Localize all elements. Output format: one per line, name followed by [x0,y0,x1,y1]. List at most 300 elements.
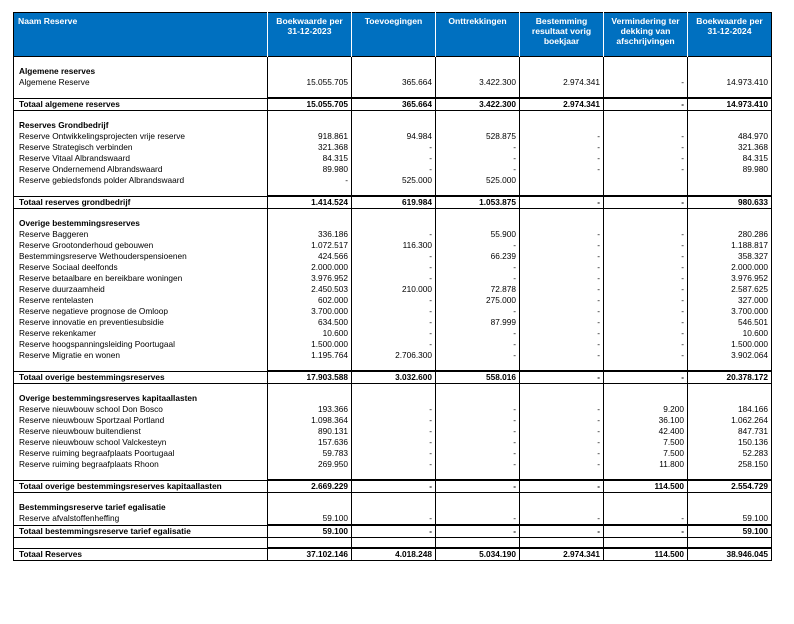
value-cell: 3.700.000 [688,306,772,317]
value-cell: 11.800 [604,459,688,470]
table-row [14,240,772,251]
table-row [14,513,772,525]
section-total-row [14,98,772,111]
value-cell: - [436,437,520,448]
section-heading-row [14,120,772,131]
value-cell [604,175,688,186]
row-label: Reserve Migratie en wonen [14,350,268,361]
empty-cell [688,120,772,131]
empty-cell [520,502,604,513]
row-label: Reserve Vitaal Albrandswaard [14,153,268,164]
table-header-row [14,13,772,57]
spacer-cell [520,361,604,371]
value-cell: 17.903.588 [268,371,352,384]
value-cell: - [520,229,604,240]
row-label: Reserve hoogspanningsleiding Poortugaal [14,339,268,350]
spacer-cell [604,470,688,480]
value-cell: - [352,415,436,426]
row-label: Totaal overige bestemmingsreserves kapitaallasten [14,480,268,493]
value-cell: - [352,404,436,415]
value-cell: - [604,295,688,306]
value-cell: 1.500.000 [268,339,352,350]
value-cell: 89.980 [268,164,352,175]
spacer-cell [14,186,268,196]
spacer-row [14,361,772,371]
value-cell: 365.664 [352,98,436,111]
value-cell: 114.500 [604,548,688,561]
row-label: Reserve Grootonderhoud gebouwen [14,240,268,251]
value-cell: 20.378.172 [688,371,772,384]
empty-cell [268,393,352,404]
spacer-cell [604,88,688,98]
table-row [14,153,772,164]
spacer-cell [352,57,436,67]
value-cell: - [436,273,520,284]
value-cell: - [604,328,688,339]
value-cell: - [604,339,688,350]
value-cell: - [604,164,688,175]
value-cell: 87.999 [436,317,520,328]
value-cell: 1.098.364 [268,415,352,426]
spacer-cell [14,57,268,67]
value-cell: - [436,426,520,437]
value-cell: 38.946.045 [688,548,772,561]
spacer-cell [436,209,520,219]
row-label: Reserve ruiming begraafplaats Rhoon [14,459,268,470]
spacer-row [14,57,772,67]
table-row [14,317,772,328]
value-cell: - [352,317,436,328]
value-cell: 327.000 [688,295,772,306]
value-cell: - [604,262,688,273]
value-cell: - [352,229,436,240]
spacer-cell [604,111,688,121]
row-label: Reserve negatieve prognose de Omloop [14,306,268,317]
spacer-cell [520,470,604,480]
value-cell: 150.136 [688,437,772,448]
value-cell: 59.783 [268,448,352,459]
row-label: Totaal overige bestemmingsreserves [14,371,268,384]
value-cell: - [520,371,604,384]
value-cell: 59.100 [268,525,352,538]
value-cell: 2.974.341 [520,77,604,88]
value-cell: 84.315 [268,153,352,164]
value-cell: 2.000.000 [268,262,352,273]
row-label: Reserve Strategisch verbinden [14,142,268,153]
row-label: Reserve betaalbare en bereikbare woningen [14,273,268,284]
value-cell: 3.700.000 [268,306,352,317]
value-cell: 980.633 [688,196,772,209]
value-cell: - [604,142,688,153]
empty-cell [520,393,604,404]
value-cell: - [352,426,436,437]
value-cell: 2.706.300 [352,350,436,361]
spacer-cell [14,493,268,503]
value-cell: - [604,371,688,384]
empty-cell [352,120,436,131]
value-cell: - [352,480,436,493]
table-row [14,339,772,350]
spacer-cell [520,111,604,121]
value-cell: 2.450.503 [268,284,352,295]
value-cell: - [604,77,688,88]
empty-cell [604,502,688,513]
section-title: Bestemmingsreserve tarief egalisatie [14,502,268,513]
value-cell: 358.327 [688,251,772,262]
value-cell: 2.554.729 [688,480,772,493]
table-row [14,131,772,142]
spacer-cell [352,209,436,219]
column-header: Boekwaarde per 31-12-2023 [268,13,352,57]
value-cell: - [520,273,604,284]
spacer-cell [604,361,688,371]
spacer-cell [14,470,268,480]
spacer-row [14,384,772,394]
row-label: Reserve ruiming begraafplaats Poortugaal [14,448,268,459]
value-cell: - [436,142,520,153]
spacer-cell [14,88,268,98]
value-cell: - [436,448,520,459]
spacer-row [14,470,772,480]
section-total-row [14,525,772,538]
value-cell: 3.422.300 [436,77,520,88]
row-label: Reserve afvalstoffenheffing [14,513,268,525]
spacer-cell [352,470,436,480]
value-cell: 15.055.705 [268,98,352,111]
value-cell: 9.200 [604,404,688,415]
section-heading-row [14,218,772,229]
value-cell: 1.062.264 [688,415,772,426]
value-cell: - [520,295,604,306]
value-cell: - [352,525,436,538]
value-cell: - [436,404,520,415]
table-row [14,426,772,437]
value-cell [688,175,772,186]
value-cell: 1.072.517 [268,240,352,251]
value-cell: - [436,525,520,538]
spacer-cell [436,361,520,371]
spacer-cell [436,186,520,196]
spacer-cell [352,111,436,121]
row-label: Totaal bestemmingsreserve tarief egalisatie [14,525,268,538]
value-cell: - [352,142,436,153]
value-cell: 59.100 [688,525,772,538]
value-cell: 2.000.000 [688,262,772,273]
table-row [14,175,772,186]
value-cell: 84.315 [688,153,772,164]
empty-cell [436,218,520,229]
value-cell: - [352,251,436,262]
spacer-cell [520,384,604,394]
value-cell: - [520,328,604,339]
spacer-cell [520,57,604,67]
empty-cell [268,218,352,229]
value-cell: - [520,448,604,459]
value-cell: - [436,262,520,273]
column-header: Vermindering ter dekking van afschrijvingen [604,13,688,57]
spacer-cell [352,88,436,98]
spacer-cell [520,186,604,196]
section-heading-row [14,66,772,77]
spacer-cell [268,209,352,219]
row-label: Reserve Ontwikkelingsprojecten vrije reserve [14,131,268,142]
row-label: Reserve nieuwbouw school Don Bosco [14,404,268,415]
spacer-cell [604,538,688,549]
table-row [14,77,772,88]
spacer-cell [436,88,520,98]
value-cell: - [352,513,436,525]
value-cell: 2.974.341 [520,98,604,111]
value-cell: - [436,240,520,251]
table-row [14,142,772,153]
value-cell: 94.984 [352,131,436,142]
row-label: Reserve nieuwbouw buitendienst [14,426,268,437]
spacer-cell [436,57,520,67]
value-cell: - [520,284,604,295]
table-row [14,328,772,339]
value-cell: 269.950 [268,459,352,470]
empty-cell [520,218,604,229]
empty-cell [604,66,688,77]
value-cell: 525.000 [436,175,520,186]
value-cell: - [352,153,436,164]
value-cell: 2.669.229 [268,480,352,493]
row-label: Reserve nieuwbouw school Valckesteyn [14,437,268,448]
value-cell: - [352,295,436,306]
empty-cell [436,66,520,77]
value-cell: - [604,240,688,251]
table-row [14,437,772,448]
value-cell: - [520,306,604,317]
row-label: Reserve gebiedsfonds polder Albrandswaard [14,175,268,186]
value-cell: - [436,415,520,426]
spacer-cell [688,538,772,549]
value-cell: - [520,426,604,437]
spacer-row [14,493,772,503]
value-cell: - [604,229,688,240]
value-cell [520,175,604,186]
value-cell: - [436,153,520,164]
spacer-cell [268,384,352,394]
value-cell: 2.587.625 [688,284,772,295]
row-label: Reserve Baggeren [14,229,268,240]
spacer-cell [268,538,352,549]
spacer-cell [352,186,436,196]
spacer-cell [268,88,352,98]
reserves-table [13,12,772,561]
row-label: Reserve duurzaamheid [14,284,268,295]
spacer-cell [436,470,520,480]
value-cell: 66.239 [436,251,520,262]
spacer-cell [268,470,352,480]
value-cell: 890.131 [268,426,352,437]
spacer-cell [352,493,436,503]
value-cell: - [520,415,604,426]
spacer-cell [14,361,268,371]
value-cell: 14.973.410 [688,98,772,111]
value-cell: 59.100 [268,513,352,525]
spacer-cell [436,111,520,121]
empty-cell [436,393,520,404]
value-cell: - [352,459,436,470]
column-header: Onttrekkingen [436,13,520,57]
table-row [14,459,772,470]
section-title: Overige bestemmingsreserves kapitaallasten [14,393,268,404]
value-cell: - [520,459,604,470]
value-cell: - [604,251,688,262]
empty-cell [604,218,688,229]
empty-cell [352,66,436,77]
spacer-cell [688,57,772,67]
empty-cell [688,66,772,77]
spacer-cell [604,57,688,67]
row-label: Bestemmingsreserve Wethouderspensioenen [14,251,268,262]
column-header: Bestemming resultaat vorig boekjaar [520,13,604,57]
value-cell: 7.500 [604,437,688,448]
empty-cell [268,502,352,513]
spacer-cell [268,493,352,503]
value-cell: - [352,448,436,459]
value-cell: 157.636 [268,437,352,448]
spacer-cell [436,384,520,394]
row-label: Reserve rekenkamer [14,328,268,339]
value-cell: 336.186 [268,229,352,240]
spacer-cell [520,538,604,549]
value-cell: 114.500 [604,480,688,493]
empty-cell [352,218,436,229]
table-row [14,306,772,317]
value-cell: - [604,196,688,209]
value-cell: 321.368 [688,142,772,153]
row-label: Reserve rentelasten [14,295,268,306]
value-cell: 3.976.952 [688,273,772,284]
column-header: Boekwaarde per 31-12-2024 [688,13,772,57]
value-cell: 4.018.248 [352,548,436,561]
value-cell: 847.731 [688,426,772,437]
value-cell: 59.100 [688,513,772,525]
table-row [14,404,772,415]
value-cell: 424.566 [268,251,352,262]
value-cell: - [520,525,604,538]
value-cell: 365.664 [352,77,436,88]
value-cell: - [520,480,604,493]
value-cell: 116.300 [352,240,436,251]
value-cell: - [436,459,520,470]
value-cell: - [352,328,436,339]
empty-cell [688,218,772,229]
value-cell: 602.000 [268,295,352,306]
table-row [14,262,772,273]
value-cell: 42.400 [604,426,688,437]
spacer-cell [688,493,772,503]
value-cell: - [436,164,520,175]
value-cell: 3.032.600 [352,371,436,384]
column-header: Naam Reserve [14,13,268,57]
spacer-cell [688,186,772,196]
column-header: Toevoegingen [352,13,436,57]
spacer-cell [436,493,520,503]
spacer-cell [688,361,772,371]
grand-total-row [14,548,772,561]
value-cell: - [520,251,604,262]
value-cell: 1.414.524 [268,196,352,209]
value-cell: 72.878 [436,284,520,295]
value-cell: 546.501 [688,317,772,328]
value-cell: - [520,153,604,164]
table-row [14,350,772,361]
section-title: Algemene reserves [14,66,268,77]
value-cell: - [352,164,436,175]
value-cell: - [352,262,436,273]
value-cell: - [604,317,688,328]
spacer-row [14,186,772,196]
row-label: Reserve innovatie en preventiesubsidie [14,317,268,328]
table-row [14,448,772,459]
spacer-row [14,88,772,98]
section-total-row [14,480,772,493]
spacer-cell [688,111,772,121]
value-cell: 275.000 [436,295,520,306]
empty-cell [520,66,604,77]
value-cell: 918.861 [268,131,352,142]
spacer-cell [14,538,268,549]
value-cell: - [520,142,604,153]
value-cell: 484.970 [688,131,772,142]
value-cell: 184.166 [688,404,772,415]
spacer-cell [688,209,772,219]
value-cell: 7.500 [604,448,688,459]
value-cell: 89.980 [688,164,772,175]
value-cell: - [520,339,604,350]
value-cell: 1.195.764 [268,350,352,361]
empty-cell [268,66,352,77]
spacer-cell [436,538,520,549]
value-cell: - [352,339,436,350]
value-cell: 3.976.952 [268,273,352,284]
row-label: Totaal Reserves [14,548,268,561]
value-cell: - [436,328,520,339]
table-row [14,251,772,262]
value-cell: - [268,175,352,186]
empty-cell [520,120,604,131]
spacer-cell [268,57,352,67]
value-cell: - [604,525,688,538]
value-cell: 52.283 [688,448,772,459]
row-label: Reserve nieuwbouw Sportzaal Portland [14,415,268,426]
value-cell: 3.902.064 [688,350,772,361]
row-label: Reserve Ondernemend Albrandswaard [14,164,268,175]
spacer-cell [352,361,436,371]
empty-cell [688,393,772,404]
table-row [14,295,772,306]
spacer-cell [604,209,688,219]
spacer-row [14,538,772,549]
section-heading-row [14,393,772,404]
value-cell: 1.188.817 [688,240,772,251]
spacer-row [14,111,772,121]
value-cell: 558.016 [436,371,520,384]
spacer-cell [268,111,352,121]
value-cell: 193.366 [268,404,352,415]
value-cell: 14.973.410 [688,77,772,88]
section-total-row [14,196,772,209]
row-label: Totaal reserves grondbedrijf [14,196,268,209]
spacer-cell [14,111,268,121]
value-cell: - [520,131,604,142]
value-cell: 5.034.190 [436,548,520,561]
value-cell: - [520,164,604,175]
value-cell: 3.422.300 [436,98,520,111]
